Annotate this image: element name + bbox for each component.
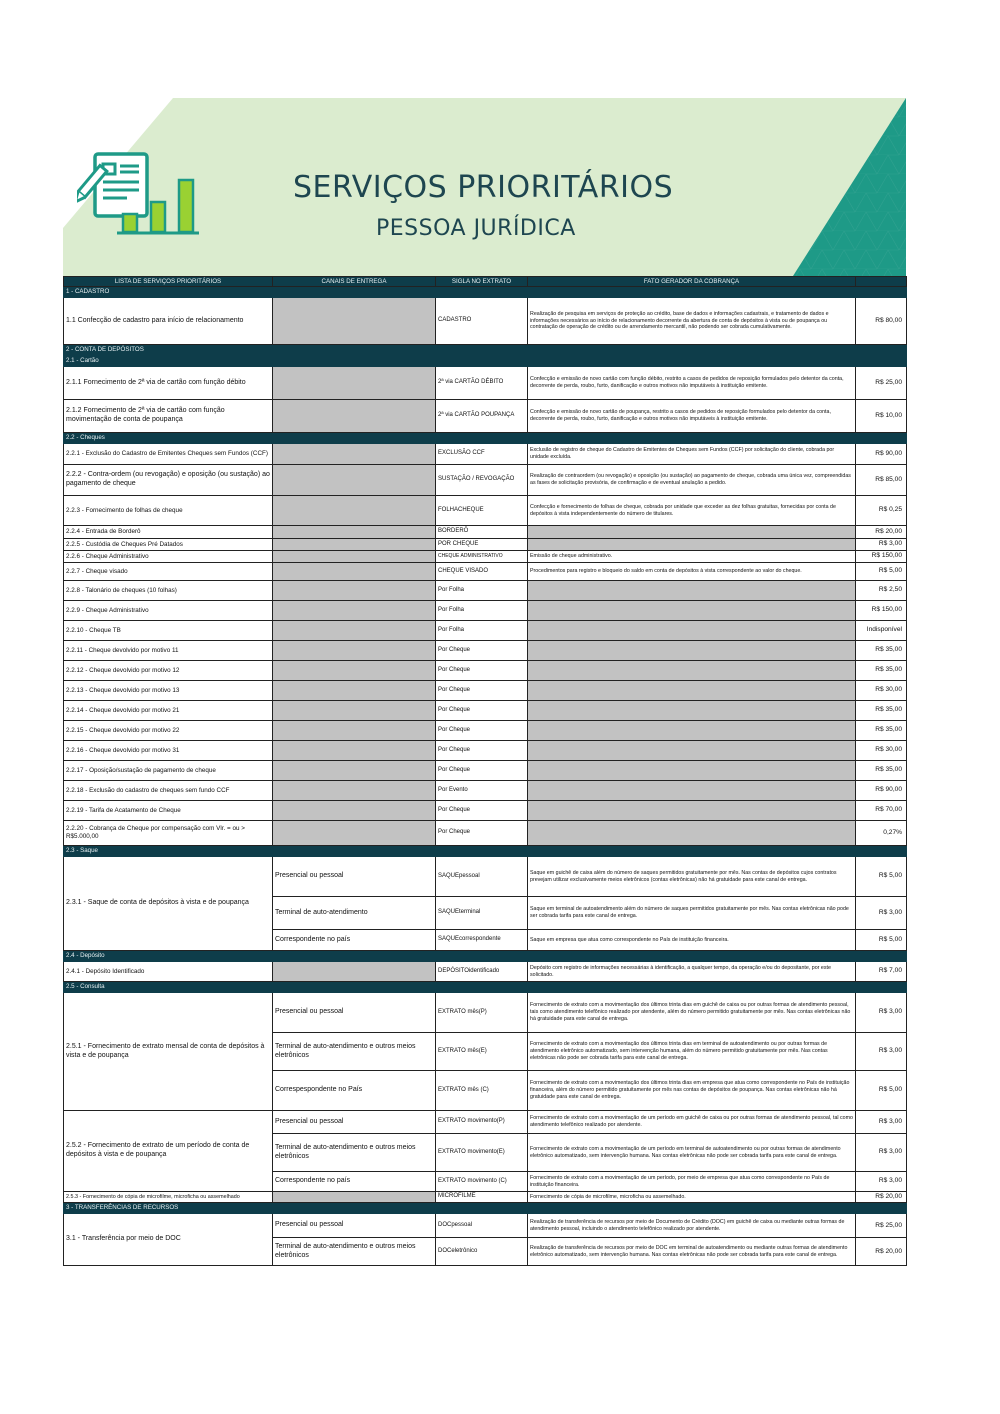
channel-cell: Correspondente no país xyxy=(273,930,436,951)
service-item: 2.2.13 - Cheque devolvido por motivo 13 xyxy=(64,681,273,701)
value-cell: R$ 20,00 xyxy=(856,1192,907,1203)
table-row xyxy=(64,857,907,897)
table-row xyxy=(64,444,907,465)
section-conta-depositos: 2 - CONTA DE DEPÓSITOS xyxy=(64,345,907,356)
description-cell: Confecção e fornecimento de folhas de cheque, cobrada por unidade que exceder as dez folhas gratuitas, fornecidas por conta de depósitos à vista independentemente do número de titulares. xyxy=(528,496,856,526)
table-row xyxy=(64,741,907,761)
description-cell: Fornecimento de extrato com a movimentação dos últimos trinta dias em terminal de autoatendimento ou por outras formas de atendimento eletrônico automatizado, sem intervenção humana, além do número permitido gratuitamente por mês. Nas contas eletrônicas não pode ser cobrada tarifa para este canal de entrega. xyxy=(528,1033,856,1071)
description-cell xyxy=(528,581,856,601)
col-header-channels: CANAIS DE ENTREGA xyxy=(273,277,436,287)
description-cell xyxy=(528,761,856,781)
section-row xyxy=(64,846,907,857)
service-item: 2.2.11 - Cheque devolvido por motivo 11 xyxy=(64,641,273,661)
service-item: 2.3.1 - Saque de conta de depósitos à vista e de poupança xyxy=(64,857,273,951)
sigla-cell: Por Cheque xyxy=(436,661,528,681)
sigla-cell: DOCeletrônico xyxy=(436,1238,528,1266)
table-row xyxy=(64,539,907,551)
channel-cell xyxy=(273,496,436,526)
col-header-services: LISTA DE SERVIÇOS PRIORITÁRIOS xyxy=(64,277,273,287)
sigla-cell: POR CHEQUE xyxy=(436,539,528,551)
channel-cell: Presencial ou pessoal xyxy=(273,1214,436,1238)
value-cell: R$ 5,00 xyxy=(856,563,907,581)
service-item: 2.5.1 - Fornecimento de extrato mensal de conta de depósitos à vista e de poupança xyxy=(64,993,273,1111)
channel-cell xyxy=(273,551,436,563)
value-cell: R$ 80,00 xyxy=(856,298,907,345)
section-transferencias: 3 - TRANSFERÊNCIAS DE RECURSOS xyxy=(64,1203,907,1214)
value-cell: R$ 25,00 xyxy=(856,1214,907,1238)
sigla-cell: Por Cheque xyxy=(436,681,528,701)
channel-cell xyxy=(273,601,436,621)
channel-cell xyxy=(273,1192,436,1203)
value-cell: R$ 7,00 xyxy=(856,962,907,982)
value-cell: R$ 3,00 xyxy=(856,1033,907,1071)
table-row xyxy=(64,563,907,581)
sigla-cell: SAQUEcorrespondente xyxy=(436,930,528,951)
service-item: 2.2.17 - Oposição/sustação de pagamento de cheque xyxy=(64,761,273,781)
service-item: 2.2.10 - Cheque TB xyxy=(64,621,273,641)
sigla-cell: CHEQUE ADMINISTRATIVO xyxy=(436,551,528,563)
sigla-cell: 2ª via CARTÃO DÉBITO xyxy=(436,367,528,400)
channel-cell xyxy=(273,962,436,982)
channel-cell: Terminal de auto-atendimento xyxy=(273,897,436,930)
section-cadastro: 1 - CADASTRO xyxy=(64,287,907,298)
sigla-cell: Por Cheque xyxy=(436,761,528,781)
service-item: 2.2.19 - Tarifa de Acatamento de Cheque xyxy=(64,801,273,821)
page-subtitle: PESSOA JURÍDICA xyxy=(376,216,576,241)
channel-cell xyxy=(273,761,436,781)
sigla-cell: EXTRATO mês(E) xyxy=(436,1033,528,1071)
sigla-cell: EXTRATO mês(P) xyxy=(436,993,528,1033)
description-cell: Fornecimento de extrato com a movimentação dos últimos trinta dias em guichê de caixa ou por outras formas de atendimento pessoal, tais como atendimento telefônico realizado por atendente, além do número permitido gratuitamente por mês. Nas contas eletrônicas não há gratuidade para este canal de entrega. xyxy=(528,993,856,1033)
channel-cell: Presencial ou pessoal xyxy=(273,1111,436,1134)
sigla-cell: DOCpessoal xyxy=(436,1214,528,1238)
col-header-sigla: SIGLA NO EXTRATO xyxy=(436,277,528,287)
sigla-cell: EXTRATO movimento(E) xyxy=(436,1134,528,1172)
sigla-cell: Por Folha xyxy=(436,601,528,621)
description-cell: Fornecimento de extrato com a movimentação de um período, por meio de empresa que atua como correspondente no País de instituição financeira. xyxy=(528,1172,856,1192)
table-row xyxy=(64,1111,907,1134)
channel-cell xyxy=(273,298,436,345)
services-table xyxy=(63,276,907,1266)
value-cell: R$ 150,00 xyxy=(856,551,907,563)
table-row xyxy=(64,821,907,846)
channel-cell xyxy=(273,400,436,433)
description-cell: Confecção e emissão de novo cartão de poupança, restrito a casos de pedidos de reposição formulados pelo detentor da conta, decorrente de perda, roubo, furto, danificação e outros motivos não imputáveis à instituição emitente. xyxy=(528,400,856,433)
channel-cell: Presencial ou pessoal xyxy=(273,857,436,897)
value-cell: Indisponível xyxy=(856,621,907,641)
description-cell: Saque em guichê de caixa além do número de saques permitidos gratuitamente por mês. Nas contas de depósitos cujos contratos prevejam utilizar exclusivamente meios eletrônicos (contas eletrônicas) não há gratuidade para este canal de entrega. xyxy=(528,857,856,897)
table-row xyxy=(64,465,907,496)
sigla-cell: MICROFILME xyxy=(436,1192,528,1203)
service-item: 2.2.15 - Cheque devolvido por motivo 22 xyxy=(64,721,273,741)
channel-cell xyxy=(273,526,436,539)
value-cell: R$ 5,00 xyxy=(856,857,907,897)
document-chart-icon xyxy=(77,150,207,245)
channel-cell: Correspondente no país xyxy=(273,1172,436,1192)
description-cell xyxy=(528,641,856,661)
service-item: 3.1 - Transferência por meio de DOC xyxy=(64,1214,273,1266)
table-row xyxy=(64,298,907,345)
service-item: 2.2.2 - Contra-ordem (ou revogação) e oposição (ou sustação) ao pagamento de cheque xyxy=(64,465,273,496)
section-row xyxy=(64,345,907,356)
sigla-cell: EXTRATO mês (C) xyxy=(436,1071,528,1111)
value-cell: R$ 70,00 xyxy=(856,801,907,821)
channel-cell xyxy=(273,721,436,741)
table-row xyxy=(64,761,907,781)
value-cell: R$ 20,00 xyxy=(856,526,907,539)
description-cell: Realização de transferência de recursos por meio de DOC em terminal de autoatendimento ou mediante outras formas de atendimento eletrônico automatizado, sem intervenção humana. Nas contas eletrônicas não pode ser cobrada tarifa para este canal de entrega. xyxy=(528,1238,856,1266)
value-cell: R$ 10,00 xyxy=(856,400,907,433)
channel-cell xyxy=(273,801,436,821)
sigla-cell: CADASTRO xyxy=(436,298,528,345)
page-title: SERVIÇOS PRIORITÁRIOS xyxy=(293,170,674,205)
description-cell: Fornecimento de extrato com a movimentação dos últimos trinta dias em empresa que atua como correspondente no País de instituição financeira, além do número permitido gratuitamente por mês nas contas de depósitos de poupança. Nas contas eletrônicas não há gratuidade para este canal de entrega. xyxy=(528,1071,856,1111)
section-row xyxy=(64,1203,907,1214)
description-cell: Fornecimento de cópia de microfilme, microficha ou assemelhado. xyxy=(528,1192,856,1203)
description-cell: Realização de transferência de recursos por meio de Documento de Crédito (DOC) em guichê de caixa ou mediante outras formas de atendimento pessoal, incluindo o atendimento telefônico realizado por atendente. xyxy=(528,1214,856,1238)
description-cell: Depósito com registro de informações necessárias à identificação, a qualquer tempo, da operação e/ou do depositante, por este solicitado. xyxy=(528,962,856,982)
service-item: 2.2.18 - Exclusão do cadastro de cheques sem fundo CCF xyxy=(64,781,273,801)
channel-cell: Correspespondente no País xyxy=(273,1071,436,1111)
value-cell: R$ 90,00 xyxy=(856,444,907,465)
value-cell: R$ 3,00 xyxy=(856,539,907,551)
channel-cell xyxy=(273,641,436,661)
value-cell: R$ 35,00 xyxy=(856,761,907,781)
description-cell xyxy=(528,661,856,681)
description-cell: Procedimentos para registro e bloqueio do saldo em conta de depósitos à vista correspondente ao valor do cheque. xyxy=(528,563,856,581)
description-cell xyxy=(528,601,856,621)
table-row xyxy=(64,993,907,1033)
description-cell xyxy=(528,539,856,551)
channel-cell xyxy=(273,465,436,496)
table-row xyxy=(64,526,907,539)
description-cell xyxy=(528,741,856,761)
channel-cell: Presencial ou pessoal xyxy=(273,993,436,1033)
description-cell: Confecção e emissão de novo cartão com função débito, restrito a casos de pedidos de reposição formulados pelo detentor da conta, decorrente de perda, roubo, furto, danificação e outros motivos não imputáveis à instituição emitente. xyxy=(528,367,856,400)
table-row xyxy=(64,1214,907,1238)
channel-cell xyxy=(273,444,436,465)
table-row xyxy=(64,1192,907,1203)
sigla-cell: DEPÓSITOidentificado xyxy=(436,962,528,982)
section-deposito: 2.4 - Depósito xyxy=(64,951,907,962)
value-cell: R$ 3,00 xyxy=(856,897,907,930)
service-item: 2.2.4 - Entrada de Borderô xyxy=(64,526,273,539)
service-item: 2.2.1 - Exclusão do Cadastro de Emitentes Cheques sem Fundos (CCF) xyxy=(64,444,273,465)
service-item: 2.2.6 - Cheque Administrativo xyxy=(64,551,273,563)
value-cell: R$ 35,00 xyxy=(856,661,907,681)
sigla-cell: Por Cheque xyxy=(436,641,528,661)
channel-cell xyxy=(273,681,436,701)
table-row xyxy=(64,721,907,741)
value-cell: R$ 35,00 xyxy=(856,701,907,721)
value-cell: R$ 3,00 xyxy=(856,1111,907,1134)
value-cell: R$ 25,00 xyxy=(856,367,907,400)
description-cell: Realização de contraordem (ou revogação) e oposição (ou sustação) ao pagamento de cheque, cobrada uma única vez, compreendidas as fases de solicitação provisória, de confirmação e de eventual anulação a pedido. xyxy=(528,465,856,496)
sigla-cell: BORDERÔ xyxy=(436,526,528,539)
description-cell: Emissão de cheque administrativo. xyxy=(528,551,856,563)
section-cheques: 2.2 - Cheques xyxy=(64,433,907,444)
service-item: 2.4.1 - Depósito Identificado xyxy=(64,962,273,982)
service-item: 2.5.3 - Fornecimento de cópia de microfilme, microficha ou assemelhado xyxy=(64,1192,273,1203)
value-cell: R$ 35,00 xyxy=(856,641,907,661)
service-item: 2.2.5 - Custódia de Cheques Pré Datados xyxy=(64,539,273,551)
sigla-cell: Por Cheque xyxy=(436,821,528,846)
table-row xyxy=(64,496,907,526)
sigla-cell: Por Cheque xyxy=(436,701,528,721)
sigla-cell: FOLHACHEQUE xyxy=(436,496,528,526)
value-cell: R$ 20,00 xyxy=(856,1238,907,1266)
service-item: 2.2.7 - Cheque visado xyxy=(64,563,273,581)
sigla-cell: CHEQUE VISADO xyxy=(436,563,528,581)
value-cell: R$ 3,00 xyxy=(856,1134,907,1172)
service-item: 1.1 Confecção de cadastro para início de relacionamento xyxy=(64,298,273,345)
value-cell: R$ 150,00 xyxy=(856,601,907,621)
description-cell xyxy=(528,526,856,539)
channel-cell xyxy=(273,821,436,846)
section-row xyxy=(64,287,907,298)
value-cell: R$ 3,00 xyxy=(856,993,907,1033)
sigla-cell: Por Folha xyxy=(436,621,528,641)
table-row xyxy=(64,641,907,661)
section-row xyxy=(64,433,907,444)
description-cell xyxy=(528,681,856,701)
description-cell: Fornecimento de extrato com a movimentação de um período em guichê de caixa ou por outras formas de atendimento pessoal, tal como atendimento telefônico realizado por atendente. xyxy=(528,1111,856,1134)
service-item: 2.2.8 - Talonário de cheques (10 folhas) xyxy=(64,581,273,601)
value-cell: R$ 30,00 xyxy=(856,741,907,761)
sigla-cell: SAQUEterminal xyxy=(436,897,528,930)
sigla-cell: Por Evento xyxy=(436,781,528,801)
value-cell: R$ 5,00 xyxy=(856,1071,907,1111)
sigla-cell: EXCLUSÃO CCF xyxy=(436,444,528,465)
description-cell: Saque em terminal de autoatendimento além do número de saques permitidos gratuitamente por mês. Nas contas eletrônicas não pode ser cobrada tarifa para este canal de entrega. xyxy=(528,897,856,930)
description-cell: Exclusão de registro de cheque do Cadastro de Emitentes de Cheques sem Fundos (CCF) por solicitação do cliente, cobrada por unidade excluída. xyxy=(528,444,856,465)
sigla-cell: EXTRATO movimento (C) xyxy=(436,1172,528,1192)
channel-cell: Terminal de auto-atendimento e outros meios eletrônicos xyxy=(273,1033,436,1071)
description-cell: Saque em empresa que atua como correspondente no País de instituição financeira. xyxy=(528,930,856,951)
description-cell: Realização de pesquisa em serviços de proteção ao crédito, base de dados e informações cadastrais, e tratamento de dados e informações necessários ao início de relacionamento decorrente da abertura de conta de depósitos à vista ou de poupança ou contratação de operação de crédito ou de arrendamento mercantil, não podendo ser cobrada cumulativamente. xyxy=(528,298,856,345)
value-cell: R$ 3,00 xyxy=(856,1172,907,1192)
table-row xyxy=(64,551,907,563)
service-item: 2.2.16 - Cheque devolvido por motivo 31 xyxy=(64,741,273,761)
table-row xyxy=(64,801,907,821)
service-item: 2.2.14 - Cheque devolvido por motivo 21 xyxy=(64,701,273,721)
sigla-cell: 2ª via CARTÃO POUPANÇA xyxy=(436,400,528,433)
value-cell: R$ 5,00 xyxy=(856,930,907,951)
channel-cell xyxy=(273,741,436,761)
description-cell xyxy=(528,701,856,721)
table-row xyxy=(64,367,907,400)
sigla-cell: SUSTAÇÃO / REVOGAÇÃO xyxy=(436,465,528,496)
sigla-cell: Por Folha xyxy=(436,581,528,601)
description-cell xyxy=(528,821,856,846)
table-row xyxy=(64,701,907,721)
service-item: 2.2.12 - Cheque devolvido por motivo 12 xyxy=(64,661,273,681)
sigla-cell: Por Cheque xyxy=(436,721,528,741)
channel-cell xyxy=(273,701,436,721)
col-header-fato: FATO GERADOR DA COBRANÇA xyxy=(528,277,856,287)
service-item: 2.2.3 - Fornecimento de folhas de cheque xyxy=(64,496,273,526)
value-cell: R$ 2,50 xyxy=(856,581,907,601)
sigla-cell: EXTRATO movimento(P) xyxy=(436,1111,528,1134)
service-item: 2.2.9 - Cheque Administrativo xyxy=(64,601,273,621)
description-cell xyxy=(528,621,856,641)
channel-cell xyxy=(273,781,436,801)
sigla-cell: SAQUEpessoal xyxy=(436,857,528,897)
value-cell: R$ 90,00 xyxy=(856,781,907,801)
value-cell: R$ 35,00 xyxy=(856,721,907,741)
sigla-cell: Por Cheque xyxy=(436,741,528,761)
channel-cell xyxy=(273,581,436,601)
description-cell xyxy=(528,781,856,801)
channel-cell xyxy=(273,621,436,641)
channel-cell xyxy=(273,539,436,551)
section-cartao: 2.1 - Cartão xyxy=(64,356,907,367)
table-row xyxy=(64,621,907,641)
channel-cell xyxy=(273,661,436,681)
sigla-cell: Por Cheque xyxy=(436,801,528,821)
value-cell: 0,27% xyxy=(856,821,907,846)
description-cell xyxy=(528,721,856,741)
table-row xyxy=(64,681,907,701)
table-row xyxy=(64,962,907,982)
table-row xyxy=(64,581,907,601)
channel-cell: Terminal de auto-atendimento e outros meios eletrônicos xyxy=(273,1134,436,1172)
table-row xyxy=(64,400,907,433)
description-cell: Fornecimento de extrato com a movimentação de um período em terminal de autoatendimento ou por outras formas de atendimento eletrônico automatizado, sem intervenção humana. Nas contas eletrônicas não pode ser cobrada tarifa para este canal de entrega. xyxy=(528,1134,856,1172)
service-item: 2.2.20 - Cobrança de Cheque por compensação com Vlr. = ou > R$5.000,00 xyxy=(64,821,273,846)
table-row xyxy=(64,781,907,801)
description-cell xyxy=(528,801,856,821)
table-row xyxy=(64,661,907,681)
value-cell: R$ 30,00 xyxy=(856,681,907,701)
channel-cell xyxy=(273,563,436,581)
table-row xyxy=(64,601,907,621)
channel-cell: Terminal de auto-atendimento e outros meios eletrônicos xyxy=(273,1238,436,1266)
value-cell: R$ 0,25 xyxy=(856,496,907,526)
col-header-value xyxy=(856,277,907,287)
section-row xyxy=(64,356,907,367)
section-consulta: 2.5 - Consulta xyxy=(64,982,907,993)
value-cell: R$ 85,00 xyxy=(856,465,907,496)
service-item: 2.1.1 Fornecimento de 2ª via de cartão com função débito xyxy=(64,367,273,400)
table-header-row xyxy=(64,277,907,287)
service-item: 2.1.2 Fornecimento de 2ª via de cartão com função movimentação de conta de poupança xyxy=(64,400,273,433)
service-item: 2.5.2 - Fornecimento de extrato de um período de conta de depósitos à vista e de poupança xyxy=(64,1111,273,1192)
section-row xyxy=(64,982,907,993)
channel-cell xyxy=(273,367,436,400)
section-saque: 2.3 - Saque xyxy=(64,846,907,857)
section-row xyxy=(64,951,907,962)
